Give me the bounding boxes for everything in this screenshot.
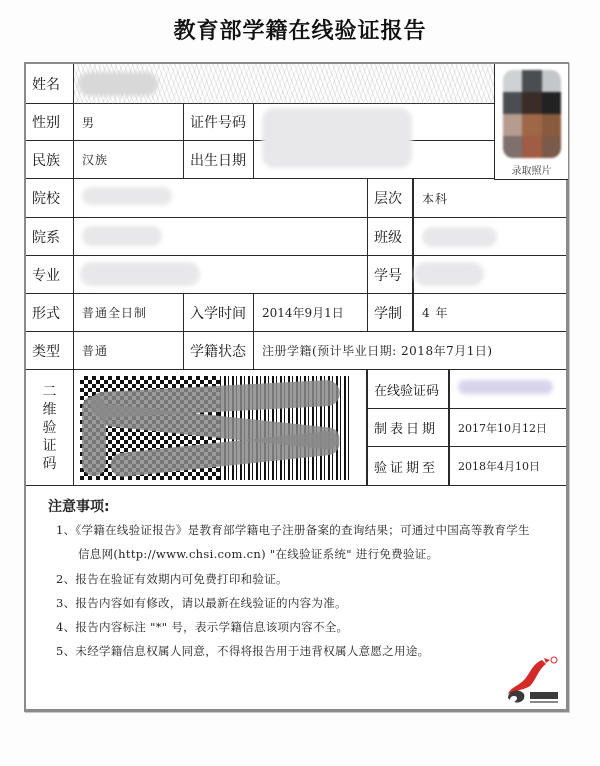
class-label: 班级 xyxy=(368,218,414,256)
qr-code-label xyxy=(26,370,74,486)
study-form-value: 普通全日制 xyxy=(74,294,184,332)
redacted-name xyxy=(78,72,158,96)
enroll-date-value: 2014年9月1日 xyxy=(254,294,368,332)
redacted-department xyxy=(82,226,162,246)
redaction-smear xyxy=(82,396,106,476)
issue-date-value: 2017年10月12日 xyxy=(450,409,566,447)
note-item: 信息网(http://www.chsi.com.cn) "在线验证系统" 进行免费验证。 xyxy=(78,547,439,561)
student-id-value xyxy=(414,256,566,294)
redacted-class xyxy=(422,227,497,247)
note-item: 3、报告内容如有修改，请以最新在线验证的内容为准。 xyxy=(56,596,347,610)
ethnicity-value: 汉族 xyxy=(74,141,184,179)
qr-label-char: 验 xyxy=(42,419,57,436)
id-number-value xyxy=(254,104,494,141)
admission-photo xyxy=(494,64,568,180)
online-code-value xyxy=(450,370,566,409)
notes-title: 注意事项: xyxy=(48,499,110,515)
student-id-label: 学号 xyxy=(368,256,414,294)
department-label: 院系 xyxy=(26,218,74,256)
redacted-school xyxy=(82,187,172,205)
gender-value: 男 xyxy=(74,104,184,141)
issue-date-label: 制表日期 xyxy=(368,409,450,447)
level-label: 层次 xyxy=(368,179,414,218)
qr-label-char: 二 xyxy=(42,383,57,400)
class-value xyxy=(414,218,566,256)
duration-label: 学制 xyxy=(368,294,414,332)
redacted-student-id xyxy=(414,262,484,286)
level-value: 本科 xyxy=(414,179,566,218)
department-value xyxy=(74,218,368,256)
valid-until-value: 2018年4月10日 xyxy=(450,447,566,486)
redacted-major xyxy=(80,262,200,286)
major-value xyxy=(74,256,368,294)
note-item: 2、报告在验证有效期内可免费打印和验证。 xyxy=(56,572,288,586)
phoenix-logo-icon xyxy=(502,654,562,709)
duration-value: 4 年 xyxy=(414,294,566,332)
qr-label-char: 码 xyxy=(42,455,57,472)
note-item: 1、《学籍在线验证报告》是教育部学籍电子注册备案的查询结果；可通过中国高等教育学生 xyxy=(56,523,530,537)
gender-label: 性别 xyxy=(26,104,74,141)
id-number-label: 证件号码 xyxy=(184,104,254,141)
photo-caption: 录取照片 xyxy=(511,166,552,177)
status-value: 注册学籍(预计毕业日期: 2018年7月1日) xyxy=(254,332,566,370)
qr-barcode-image xyxy=(80,376,350,480)
birth-date-label: 出生日期 xyxy=(184,141,254,179)
qr-label-char: 维 xyxy=(42,401,57,418)
type-label: 类型 xyxy=(26,332,74,370)
type-value: 普通 xyxy=(74,332,184,370)
study-form-label: 形式 xyxy=(26,294,74,332)
valid-until-label: 验证期至 xyxy=(368,447,450,486)
name-value xyxy=(74,64,494,104)
school-value xyxy=(74,179,368,218)
birth-date-value xyxy=(254,141,494,179)
status-label: 学籍状态 xyxy=(184,332,254,370)
redacted-online-code xyxy=(458,380,553,394)
note-item: 4、报告内容标注 "*" 号，表示学籍信息该项内容不全。 xyxy=(56,620,349,634)
school-label: 院校 xyxy=(26,179,74,218)
report-frame xyxy=(24,62,569,712)
report-title: 教育部学籍在线验证报告 xyxy=(173,19,427,44)
major-label: 专业 xyxy=(26,256,74,294)
online-code-label: 在线验证码 xyxy=(368,370,450,409)
note-item: 5、未经学籍信息权属人同意，不得将报告用于违背权属人意愿之用途。 xyxy=(56,644,430,658)
photo-pixelated xyxy=(503,70,561,158)
enroll-date-label: 入学时间 xyxy=(184,294,254,332)
qr-label-char: 证 xyxy=(42,437,57,454)
ethnicity-label: 民族 xyxy=(26,141,74,179)
name-label: 姓名 xyxy=(26,64,74,104)
